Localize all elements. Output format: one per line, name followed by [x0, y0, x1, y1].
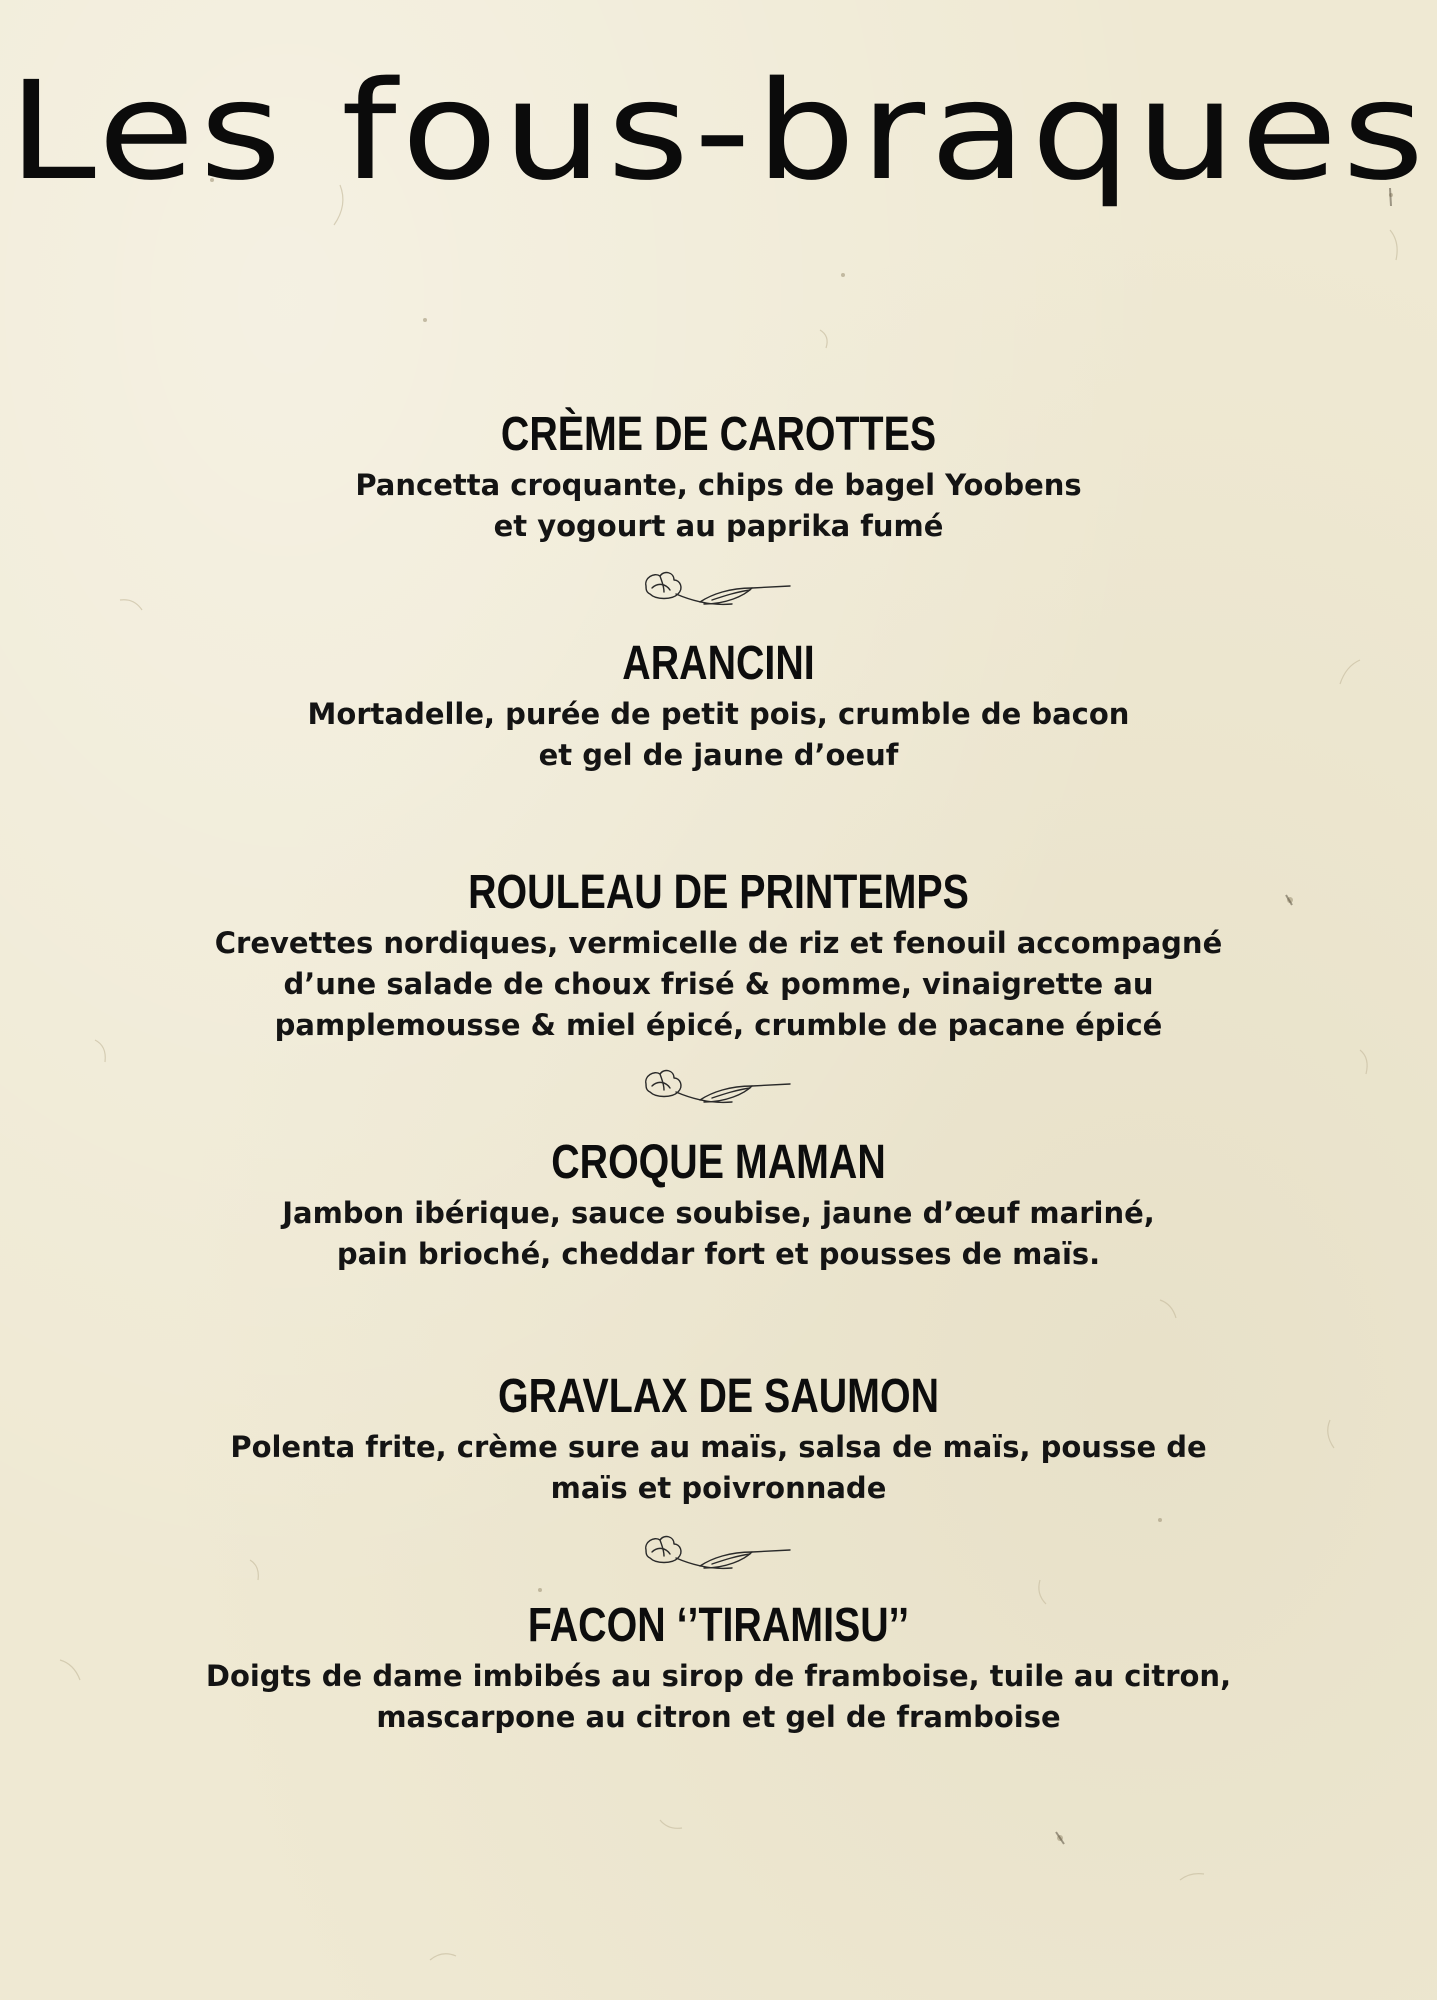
- menu-item-croque-maman: [0, 1135, 1437, 1275]
- dish-name: FACON ‘’TIRAMISU’’: [527, 1599, 910, 1652]
- description-line: et gel de jaune d’oeuf: [538, 738, 899, 772]
- description-line: mascarpone au citron et gel de framboise: [376, 1700, 1061, 1734]
- dish-description: [119, 1193, 1319, 1275]
- dish-name: CROQUE MAMAN: [551, 1136, 886, 1189]
- dish-description: [119, 1656, 1319, 1738]
- dish-name: ARANCINI: [622, 637, 815, 690]
- menu-item-creme-de-carottes: [0, 407, 1437, 547]
- description-line: pain brioché, cheddar fort et pousses de maïs.: [336, 1237, 1101, 1271]
- menu-item-rouleau-de-printemps: [0, 865, 1437, 1046]
- description-line: et yogourt au paprika fumé: [493, 509, 944, 543]
- dish-name: ROULEAU DE PRINTEMPS: [468, 866, 969, 919]
- tulip-ornament-icon: [640, 1528, 800, 1588]
- menu-item-gravlax-de-saumon: [0, 1369, 1437, 1509]
- description-line: Mortadelle, purée de petit pois, crumble de bacon: [307, 697, 1130, 731]
- tulip-ornament-icon: [640, 564, 800, 624]
- dish-name: GRAVLAX DE SAUMON: [497, 1370, 939, 1423]
- menu-item-arancini: [0, 636, 1437, 776]
- description-line: maïs et poivronnade: [550, 1471, 887, 1505]
- tulip-ornament-icon: [640, 1062, 800, 1122]
- description-line: Pancetta croquante, chips de bagel Yoobens: [355, 468, 1082, 502]
- dish-name: CRÈME DE CAROTTES: [500, 408, 937, 461]
- description-line: Doigts de dame imbibés au sirop de framboise, tuile au citron,: [205, 1659, 1232, 1693]
- menu-item-facon-tiramisu: [0, 1598, 1437, 1738]
- description-line: pamplemousse & miel épicé, crumble de pacane épicé: [274, 1008, 1163, 1042]
- dish-description: [119, 923, 1319, 1046]
- dish-description: [119, 1427, 1319, 1509]
- description-line: Crevettes nordiques, vermicelle de riz et fenouil accompagné: [214, 926, 1223, 960]
- restaurant-name: Les fous-braques: [8, 53, 1429, 211]
- description-line: Polenta frite, crème sure au maïs, salsa de maïs, pousse de: [230, 1430, 1207, 1464]
- description-line: d’une salade de choux frisé & pomme, vinaigrette au: [283, 967, 1154, 1001]
- dish-description: [119, 465, 1319, 547]
- dish-description: [119, 694, 1319, 776]
- description-line: Jambon ibérique, sauce soubise, jaune d’œuf mariné,: [282, 1196, 1155, 1230]
